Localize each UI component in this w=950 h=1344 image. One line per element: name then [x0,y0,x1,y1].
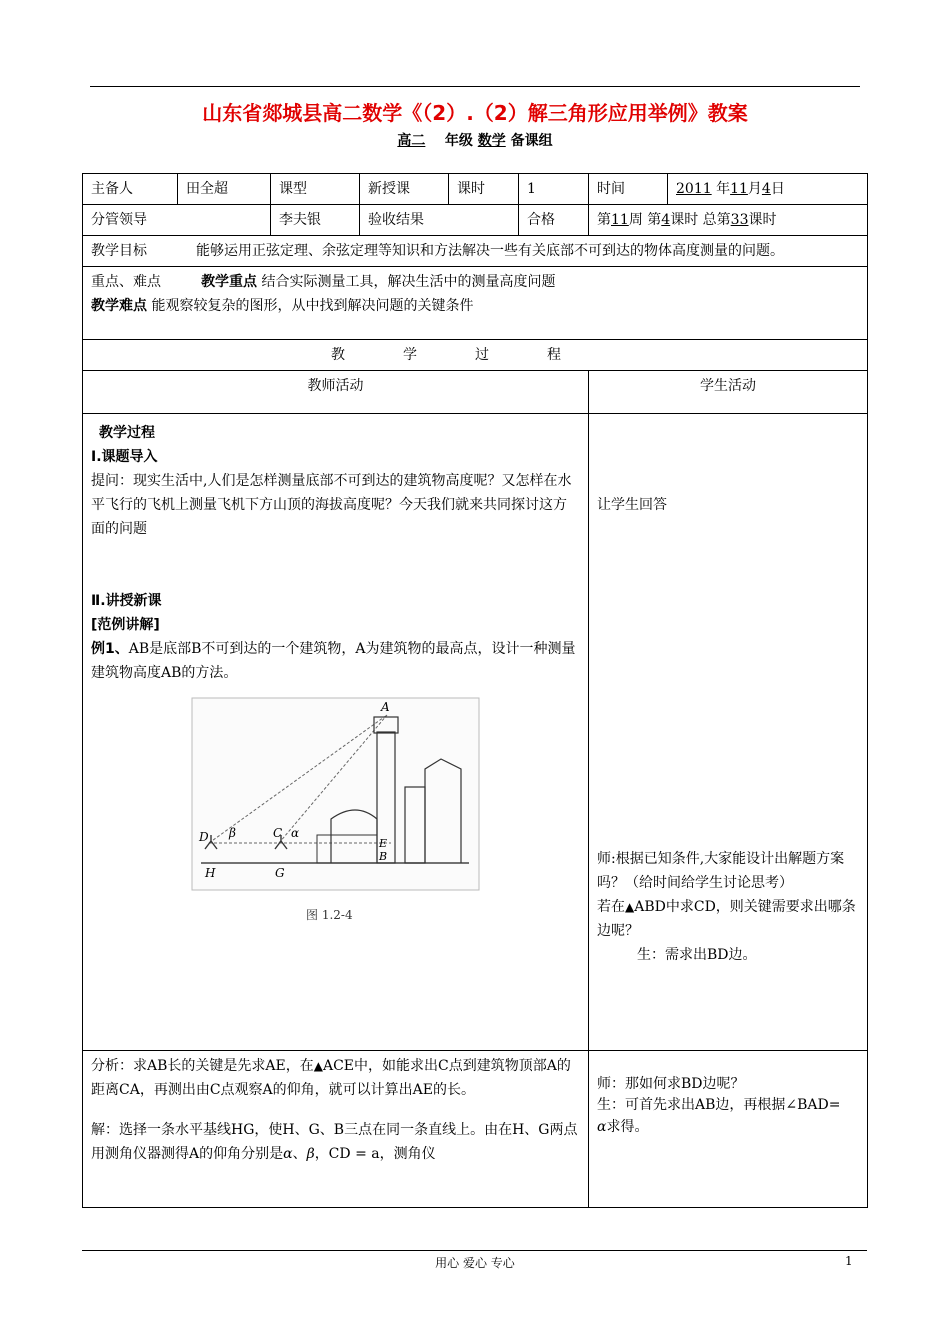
header-rule [90,86,860,87]
label-h: H [205,866,216,880]
tower-diagram [191,697,481,892]
schedule-value [589,205,868,236]
student-q1: 师:根据已知条件,大家能设计出解题方案吗？（给时间给学生讨论思考） [597,851,845,891]
figure [91,697,580,937]
goals-row [83,236,868,267]
student-col-heading: 学生活动 [589,371,868,414]
process-heading-row [83,340,868,371]
label-b: B [379,850,388,863]
month: 11 [730,181,748,197]
process-heading: 教学过程 [331,347,619,363]
preparer-value: 田全超 [178,174,271,205]
total: 33 [730,212,749,228]
label-e: E [379,837,388,850]
subtitle-subject: 数学 [477,133,506,149]
page-title: 山东省郯城县高二数学《（2）.（2）解三角形应用举例》教案 [202,101,748,125]
leader-value: 李夫银 [271,205,360,236]
figure-caption: 图 1.2-4 [306,908,353,922]
triangle-icon: ▲ [313,1059,323,1073]
day: 4 [761,181,771,197]
student-answer-prompt: 让学生回答 [597,497,667,513]
triangle-icon: ▲ [625,900,635,914]
time-label: 时间 [589,174,668,205]
student-a1: 生：需求出BD边。 [637,947,757,963]
leader-label: 分管领导 [83,205,271,236]
year-word: 年 [716,181,731,197]
label-g: G [275,866,285,880]
hours-value: 1 [519,174,589,205]
goals-label: 教学目标 [91,243,147,259]
new-title: Ⅱ.讲授新课 [91,593,162,609]
info-row-1 [83,174,868,205]
diff-text: 能观察较复杂的图形，从中找到解决问题的关键条件 [151,298,474,314]
solution-pre: 解：选择一条水平基线HG，使H、G、B三点在同一条直线上。由在H、G两点用测角仪器测得A的仰角分别是 [91,1122,578,1162]
keypoints-row [83,267,868,340]
page-subtitle [0,130,950,150]
content-row-1 [83,414,868,1051]
time-value [668,174,868,205]
subtitle-group: 备课组 [510,133,553,149]
label-c: C [273,826,283,840]
preparer-label: 主备人 [83,174,178,205]
check-label: 验收结果 [360,205,519,236]
example-bracket: [范例讲解] [91,617,160,633]
beta-symbol: β [306,1146,315,1162]
label-d: D [199,830,209,844]
footer-rule [82,1250,867,1251]
check-value: 合格 [519,205,589,236]
keypoints-label: 重点、难点 [91,274,161,290]
key-text: 结合实际测量工具，解决生活中的测量高度问题 [261,274,556,290]
angle-icon: ∠ [785,1097,798,1113]
info-row-2 [83,205,868,236]
example-text: AB是底部B不可到达的一个建筑物，A为建筑物的最高点，设计一种测量建筑物高度AB的方法。 [91,641,576,681]
subtitle-grade-word: 年级 [444,133,473,149]
solution-mid: ，CD = a，测角仪 [314,1146,436,1162]
student-q3: 师：那如何求BD边呢？ [597,1076,745,1092]
intro-text: 提问：现实生活中,人们是怎样测量底部不可到达的建筑物高度呢？又怎样在水平飞行的飞机上测量飞机下方山顶的海拔高度呢？今天我们就来共同探讨这方面的问题 [91,473,572,537]
figure-frame [192,698,479,890]
student-a2-post: BAD= [797,1097,841,1113]
week-word: 周 第 [628,212,662,228]
example-label: 例1、 [91,641,129,657]
analysis-pre: 分析：求AB长的关键是先求AE，在 [91,1058,314,1074]
student-q2-post: ABD中求CD，则关键需要求出哪条边呢？ [597,899,856,939]
student-a2-pre: 生：可首先求出AB边，再根据 [597,1097,786,1113]
alpha-symbol: α [283,1146,293,1162]
student-a2-end: 求得。 [606,1119,649,1135]
type-label: 课型 [271,174,360,205]
label-a: A [381,700,390,714]
intro-title: Ⅰ.课题导入 [91,449,158,465]
column-heading-row [83,371,868,414]
teacher-col-heading: 教师活动 [83,371,589,414]
footer-motto: 用心 爱心 专心 [435,1256,515,1270]
subtitle-grade: 高二 [397,133,426,149]
year: 2011 [676,181,712,197]
total-word: 课时 [748,212,777,228]
lesson-word: 课时 总第 [670,212,731,228]
lesson-plan-table [82,173,868,1208]
student-q2-pre: 若在 [597,899,625,915]
lesson: 4 [661,212,671,228]
section-title: 教学过程 [99,425,155,441]
type-value: 新授课 [360,174,449,205]
week-prefix: 第 [597,212,611,228]
diff-label: 教学难点 [91,298,147,314]
page-number: 1 [845,1254,853,1268]
content-row-2: 分析：求AB长的关键是先求AE，在▲ACE中，如能求出C点到建筑物顶部A的距离CA，再测出由C点观察A的仰角，就可以计算出AE的长。 解：选择一条水平基线HG，使H、G、B三点在同一条直线上。由在H、G两点用测角仪器测得A的仰角分别是α、β，CD = a，测角仪 师：那如何求BD边呢？ 生：可首先求出AB边，再根据∠BAD= α求得。 [83,1051,868,1208]
analysis-post: ACE中，如能求出C点到建筑物顶部A的距离CA，再测出由C点观察A的仰角，就可以计算出AE的长。 [91,1058,571,1098]
label-alpha: α [291,826,300,840]
label-beta: β [229,826,236,840]
key-label: 教学重点 [201,274,258,290]
month-word: 月 [747,181,762,197]
hours-label: 课时 [449,174,519,205]
goals-text: 能够运用正弦定理、余弦定理等知识和方法解决一些有关底部不可到达的物体高度测量的问题。 [195,243,784,259]
day-word: 日 [770,181,785,197]
week: 11 [611,212,629,228]
alpha-symbol: α [597,1119,607,1135]
